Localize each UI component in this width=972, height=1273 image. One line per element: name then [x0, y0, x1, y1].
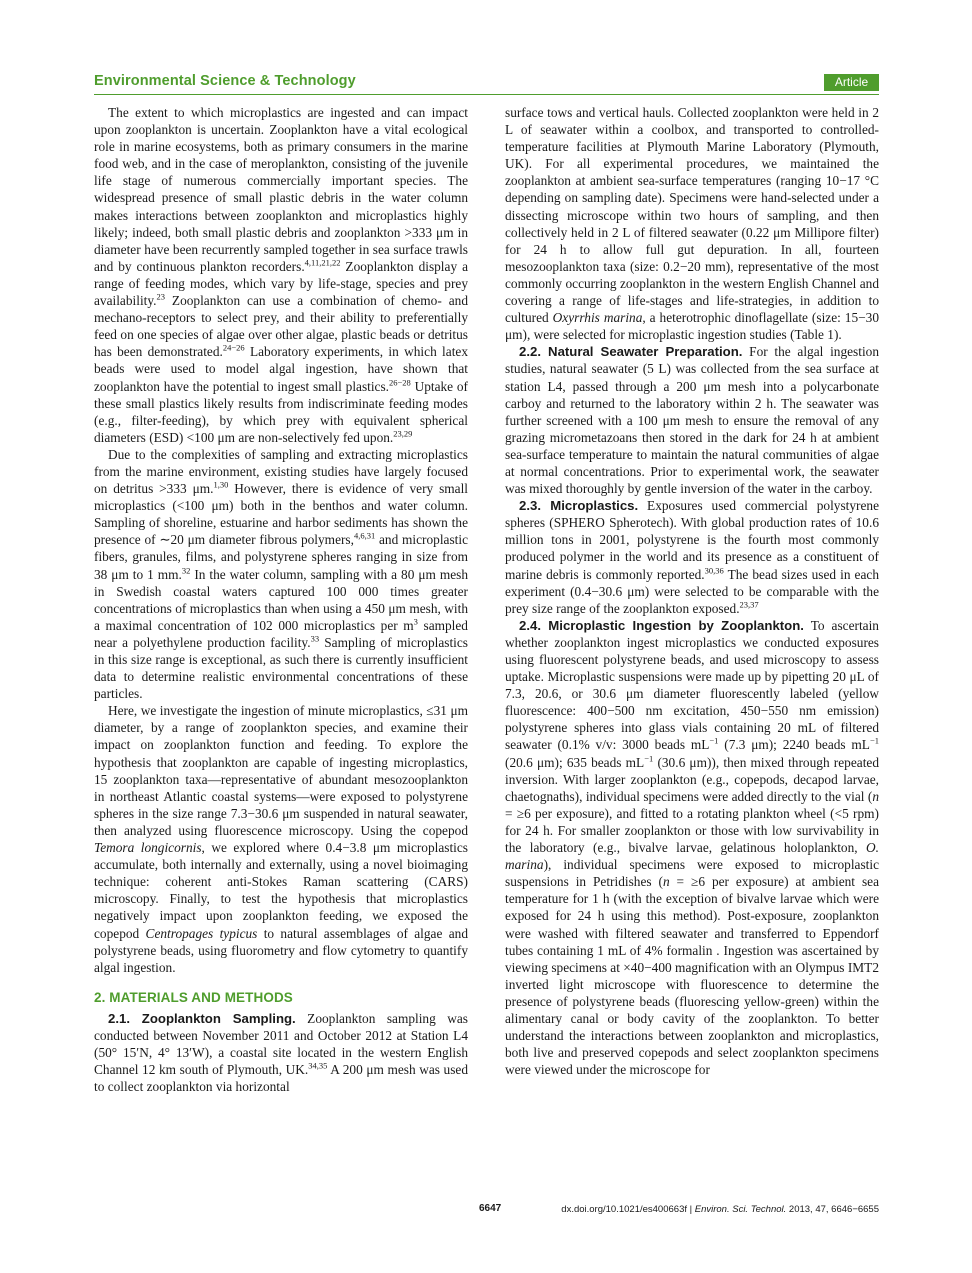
section-heading: 2. MATERIALS AND METHODS — [94, 989, 293, 1005]
reference-link[interactable]: 4,6,31 — [353, 530, 376, 541]
right-column — [505, 104, 879, 1078]
reference-link[interactable]: 33 — [310, 633, 320, 644]
paragraph: surface tows and vertical hauls. Collected zooplankton were held in 2 L of seawater within a coolbox, and transported to controlled-temperature facilities at Plymouth Marine Laboratory (Plymouth, UK). For all experimental procedures, we maintained the zooplankton at ambient sea-surface temperatures (ranging 10−17 °C depending on sampling date). Specimens were hand-selected under a dissecting microscope within two hours of sampling, and then collectively held in 2 L of filtered seawater (0.22 μm Millipore filter) for 24 h to allow full gut depuration. In all, fourteen mesozooplankton taxa (size: 0.2−20 mm), representative of the most commonly occurring zooplankton in the western English Channel and covering a range of life-stages and life-strategies, in addition to cultured Oxyrrhis marina, a heterotrophic dinoflagellate (size: 15−30 μm), were selected for microplastic ingestion studies (Table 1). — [505, 105, 879, 343]
subsection-heading: 2.4. Microplastic Ingestion by Zooplankton. — [519, 617, 804, 633]
reference-link[interactable]: 23,29 — [393, 428, 413, 439]
paragraph: The extent to which microplastics are ingested and can impact upon zooplankton is uncertain. Zooplankton have a vital ecological role in marine ecosystems, both as primary consumers in the marine food web, and in the case of meroplankton, consisting of the juvenile life stage of numerous commercially important species. The widespread presence of small plastic debris in the water column makes interactions between zooplankton and microplastics highly likely; indeed, both small plastic debris and zooplankton >333 μm in diameter have been recurrently sampled together in sea surface trawls and by continuous plankton recorders.$^{4,11,21,22}$ Zooplankton display a range of feeding modes, which vary by life-stage, species and prey availability.$^{23}$ Zooplankton can use a combination of chemo- and mechano-receptors to select prey, and their ability to preferentially feed on one species of algae over other algae, plastic beads or detritus has been demonstrated.$^{24-26}$ Laboratory experiments, in which latex beads were used to model algal ingestion, have shown that zooplankton have the potential to ingest small plastics.$^{26-28}$ Uptake of these small plastics likely results from indiscriminate feeding modes (e.g., filter-feeding), by which prey with equivalent spherical diameters (ESD) <100 μm are non-selectively fed upon.$^{23,29}$ — [94, 105, 468, 445]
paragraph: Here, we investigate the ingestion of minute microplastics, ≤31 μm diameter, by a range of zooplankton species, and examine their impact on zooplankton function and feeding. To explore the hypothesis that zooplankton are capable of ingesting microplastics, 15 zooplankton taxa—representative of abundant mesozooplankton in northeast Atlantic coastal systems—were exposed to polystyrene spheres in the size range 7.3−30.6 μm suspended in natural seawater, then analyzed using fluorescence microscopy. Using the copepod Temora longicornis, we explored where 0.4−3.8 μm microplastics accumulate, both internally and externally, using a novel bioimaging technique: coherent anti-Stokes Raman scattering (CARS) microscopy. Finally, to test the hypothesis that microplastics negatively impact upon zooplankton feeding, we exposed the copepod Centropages typicus to natural assemblages of algae and polystyrene beads, using fluorometry and flow cytometry to quantify algal ingestion. — [94, 703, 469, 975]
article-type-badge: Article — [824, 74, 879, 91]
header-rule — [94, 94, 879, 95]
paragraph: Due to the complexities of sampling and extracting microplastics from the marine environment, existing studies have largely focused on detritus >333 μm.$^{1,30}$ However, there is evidence of very small microplastics (<100 μm) both in the benthos and water column. Sampling of shoreline, estuarine and harbor sediments has shown the presence of ∼20 μm diameter fibrous polymers,$^{4,6,31}$ and microplastic fibers, granules, films, and polystyrene spheres ranging in size from 38 μm to 1 mm.$^{32}$ In the water column, sampling with a 80 μm mesh in Swedish coastal waters captured 100 000 times greater concentrations of microplastics than when using a 450 μm mesh, with a maximal concentration of 102 000 microplastics per $m^3$ sampled near a polyethylene production facility.$^{33}$ Sampling of microplastics in this size range is exceptional, as such there is currently insufficient data to determine realistic environmental concentrations of these particles. — [94, 446, 468, 702]
reference-link[interactable]: 23,37 — [739, 599, 759, 610]
reference-link[interactable]: 30,36 — [704, 565, 724, 576]
subsection-heading: 2.2. Natural Seawater Preparation. — [519, 344, 743, 360]
paragraph: 2.2. Natural Seawater Preparation. For the algal ingestion studies, natural seawater (5 L) was collected from the sea surface at station L4, passed through a 200 μm mesh into a polycarbonate carboy and returned to the laboratory within 2 h. The seawater was further screened with a 100 μm mesh to ensure the removal of any grazing micrometazoans then stored in the dark for 24 h at ambient sea-surface temperature to maintain the natural communities of algae at normal concentrations. Prior to experimental work, the seawater was mixed thoroughly by gentle inversion of the water in the carboy. — [505, 344, 879, 497]
reference-link[interactable]: 24−26 — [222, 342, 245, 353]
reference-link[interactable]: 34,35 — [308, 1060, 328, 1071]
citation: dx.doi.org/10.1021/es400663f | Environ. Sci. Technol. 2013, 47, 6646−6655 — [561, 1204, 879, 1215]
reference-link[interactable]: 4,11,21,22 — [304, 257, 341, 268]
doi-link[interactable]: dx.doi.org/10.1021/es400663f — [561, 1204, 687, 1215]
reference-link[interactable]: 1,30 — [213, 479, 229, 490]
paragraph: 2.3. Microplastics. Exposures used commercial polystyrene spheres (SPHERO Spherotech). With global production rates of 10.6 million tons in 2001, polystyrene is the fourth most commonly produced polymer in the world and its presence as a constituent of marine debris is commonly reported.$^{30,36}$ The bead sizes used in each experiment (0.4−30.6 μm) were selected to be comparable with the prey size range of the zooplankton exposed.$^{23,37}$ — [505, 498, 879, 616]
journal-title: Environmental Science & Technology — [94, 73, 356, 89]
paragraph: 2.4. Microplastic Ingestion by Zooplankton. To ascertain whether zooplankton ingest microplastics we conducted exposures using fluorescent polystyrene beads, and used microscopy to assess uptake. Microplastic suspensions were made up by pipetting 20 μL of 7.3, 20.6, or 30.6 μm diameter fluorescently labeled (yellow fluorescence: 400−500 nm excitation, 450−550 nm emission) polystyrene spheres into glass vials containing 20 mL of filtered seawater (0.1% v/v: 3000 beads $mL^{-1}$ (7.3 μm); 2240 beads $mL^{-1}$ (20.6 μm); 635 beads $mL^{-1}$ (30.6 μm)), then mixed through repeated inversion. With larger zooplankton (e.g., copepods, decapod larvae, chaetognaths), individual specimens were added directly to the vial (n = ≥6 per exposure), and fitted to a rotating plankton wheel (<5 rpm) for 24 h. For smaller zooplankton or those with low survivability in the laboratory (e.g., bivalve larvae, gelatinous holoplankton, O. marina), individual specimens were exposed to microplastic suspensions in Petridishes (n = ≥6 per exposure) at ambient sea temperature for 1 h (with the exception of bivalve larvae which were exposed for 24 h using this method). Post-exposure, zooplankton were washed with filtered seawater and transferred to Eppendorf tubes containing 1 mL of 4% formalin . Ingestion was ascertained by viewing specimens at ×40−400 magnification with an Olympus IMT2 inverted light microscope with fluorescence to determine the presence of polystyrene beads (fluorescing yellow-green) within the alimentary canal or body cavity of the zooplankton. To better understand the interactions between zooplankton and microplastics, both live and preserved copepods and select zooplankton specimens were viewed under the microscope for — [505, 617, 880, 1078]
page-header — [94, 73, 879, 93]
page-footer — [94, 1203, 879, 1217]
page-number: 6647 — [479, 1203, 502, 1214]
reference-link[interactable]: 26−28 — [389, 377, 411, 388]
paragraph: 2.1. Zooplankton Sampling. Zooplankton sampling was conducted between November 2011 and October 2012 at Station L4 (50° 15′N, 4° 13′W), a coastal site located in the western English Channel 12 km south of Plymouth, UK.$^{34,35}$ A 200 μm mesh was used to collect zooplankton via horizontal — [94, 1010, 468, 1095]
subsection-heading: 2.3. Microplastics. — [519, 498, 639, 514]
left-column — [94, 104, 468, 1095]
reference-link[interactable]: 23 — [156, 291, 165, 302]
reference-link[interactable]: 32 — [181, 565, 191, 576]
subsection-heading: 2.1. Zooplankton Sampling. — [108, 1010, 296, 1026]
